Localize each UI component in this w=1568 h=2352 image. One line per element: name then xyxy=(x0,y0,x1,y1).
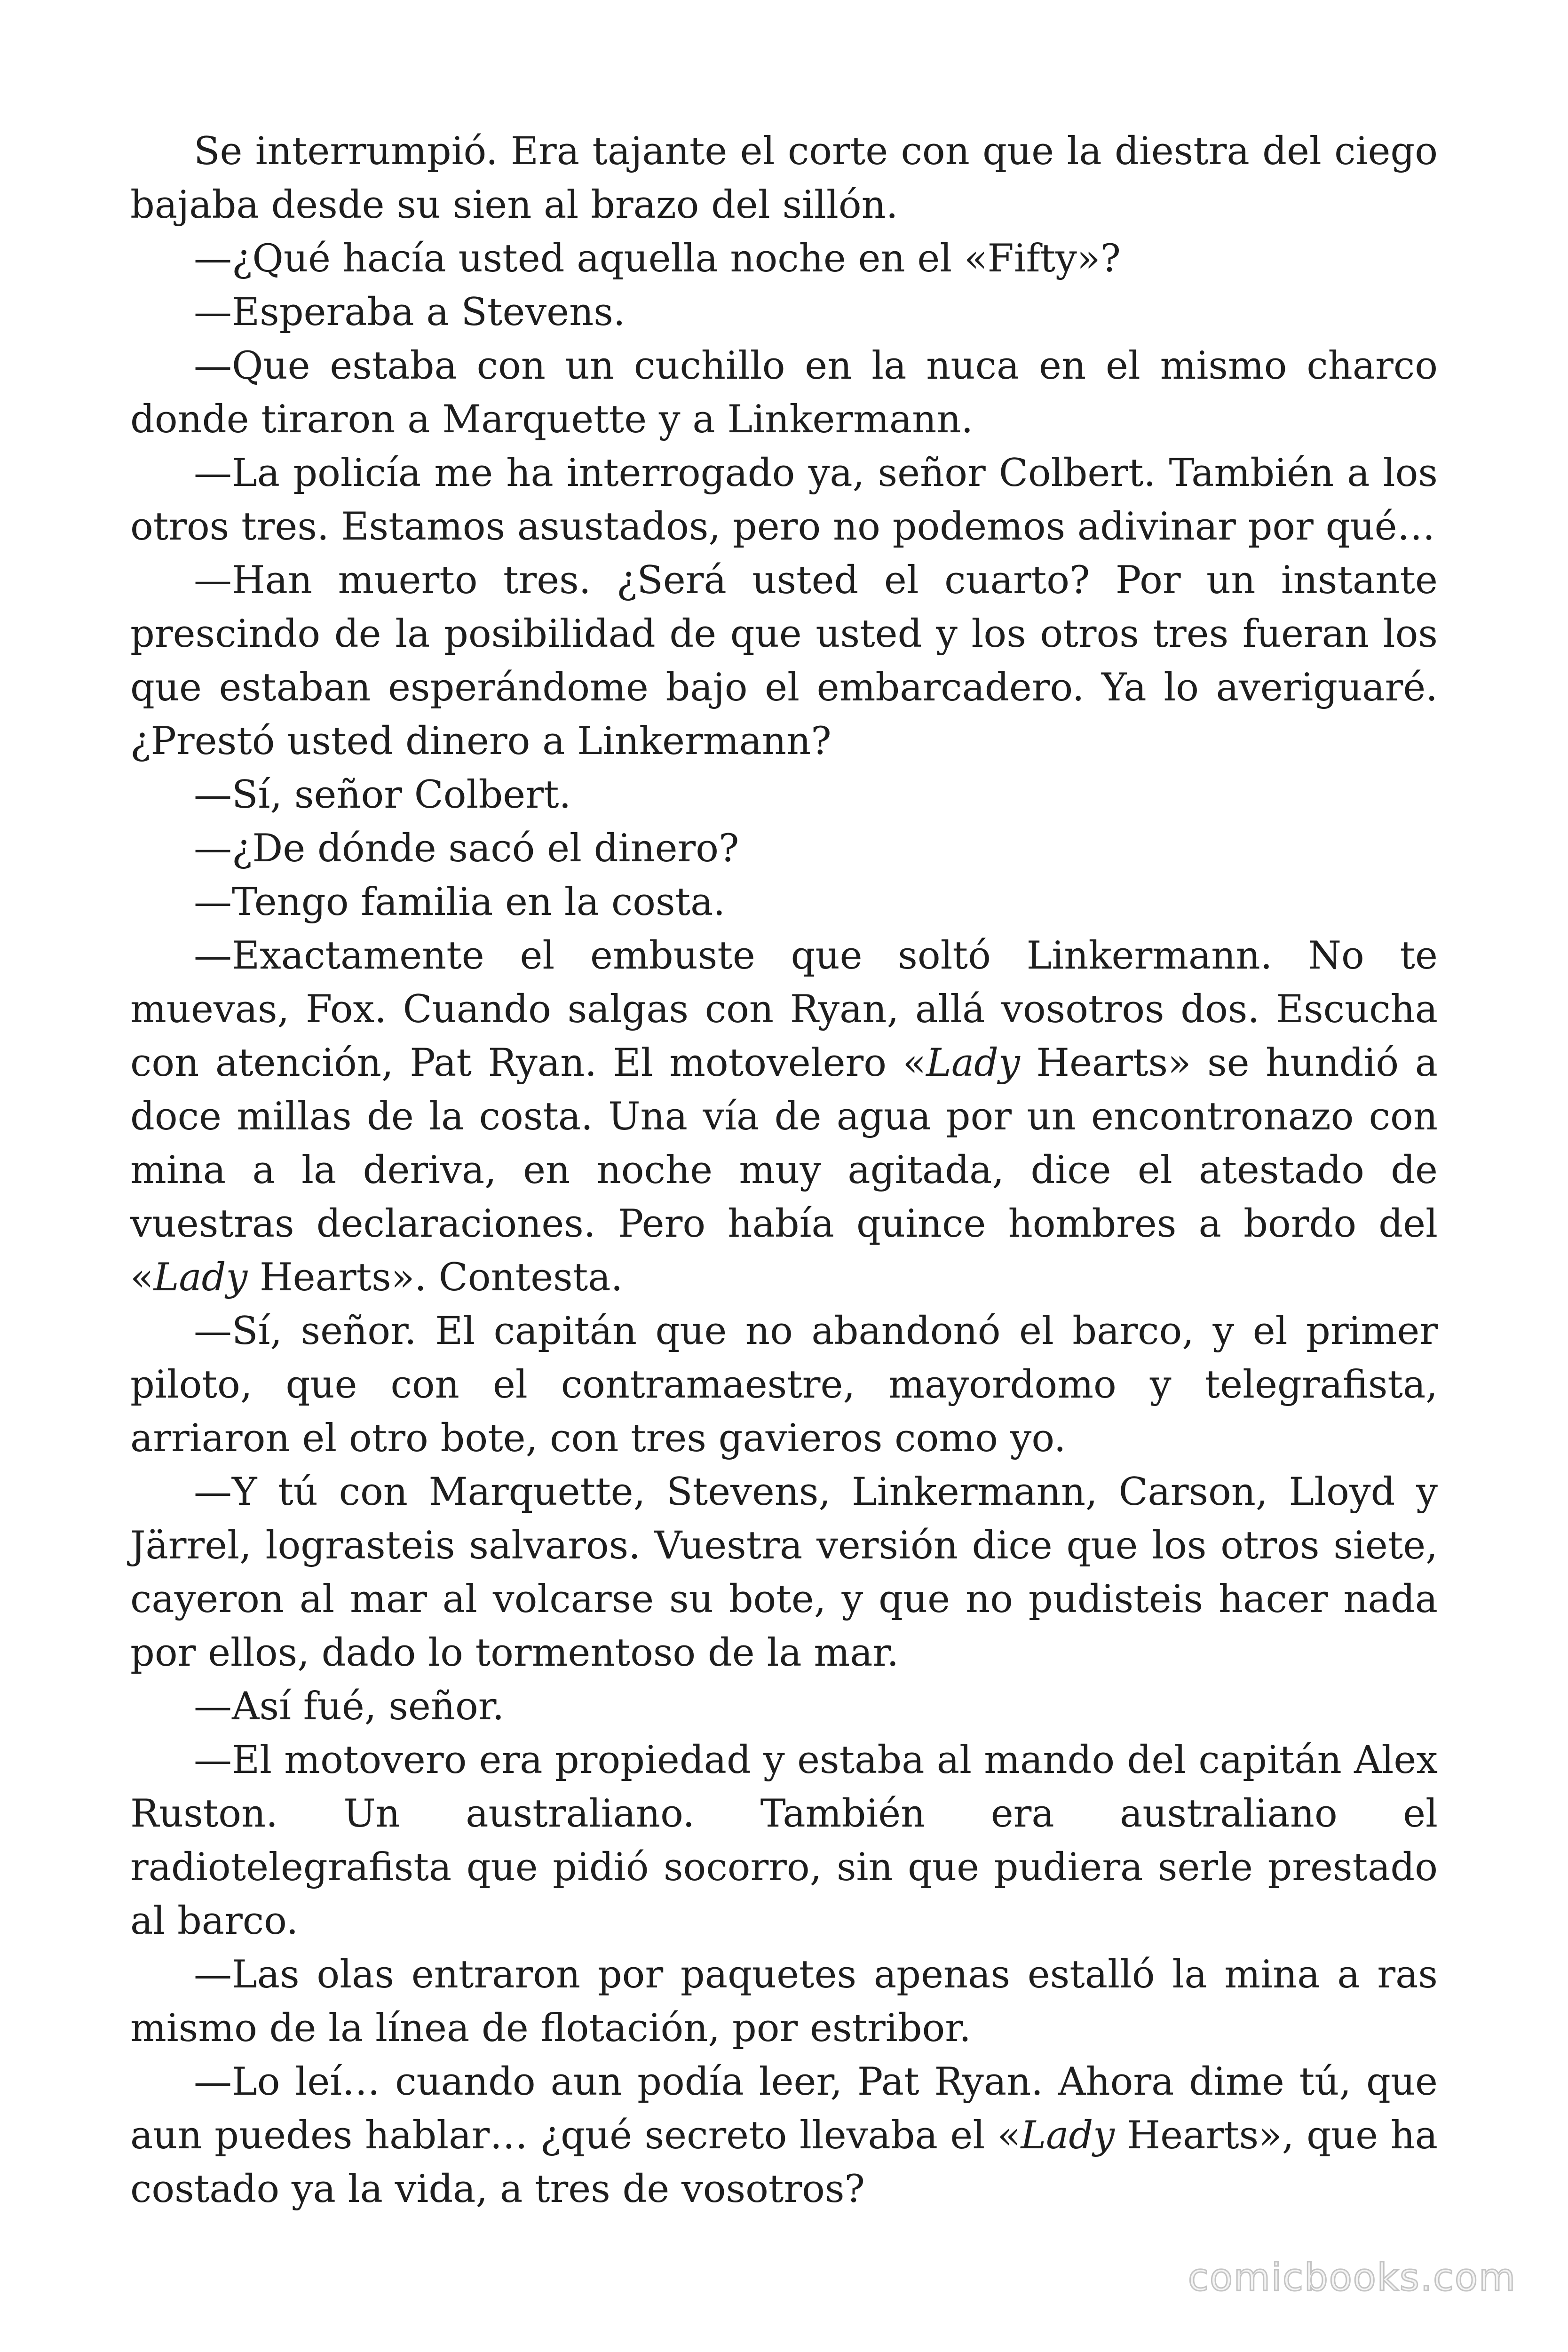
paragraph: —¿Qué hacía usted aquella noche en el «Fifty»? xyxy=(194,237,1121,281)
paragraph: —Han muerto tres. ¿Será usted el cuarto? Por un instante prescindo de la posibilidad de que usted y los otros tres fueran los que estaban esperándome bajo el embarcadero. Ya lo averiguaré. ¿Prestó usted dinero a Linkermann? xyxy=(130,558,1438,763)
paragraph: —Las olas entraron por paquetes apenas estalló la mina a ras mismo de la línea de flotación, por estribor. xyxy=(130,1953,1438,2050)
paragraph: —Así fué, señor. xyxy=(194,1685,505,1729)
italic-emphasis: Lady xyxy=(153,1255,248,1300)
paragraph: —Esperaba a Stevens. xyxy=(194,290,626,334)
paragraph: Se interrumpió. Era tajante el corte con que la diestra del ciego bajaba desde su sien al brazo del sillón. xyxy=(130,129,1438,227)
book-page-text xyxy=(130,125,1438,2216)
paragraph: —La policía me ha interrogado ya, señor Colbert. También a los otros tres. Estamos asustados, pero no podemos adivinar por qué… xyxy=(130,451,1438,549)
paragraph: —Y tú con Marquette, Stevens, Linkermann, Carson, Lloyd y Järrel, lograsteis salvaros. Vuestra versión dice que los otros siete, cayeron al mar al volcarse su bote, y que no pudisteis hacer nada por ellos, dado lo tormentoso de la mar. xyxy=(130,1470,1438,1675)
paragraph: —El motovero era propiedad y estaba al mando del capitán Alex Ruston. Un australiano. También era australiano el radiotelegrafista que pidió socorro, sin que pudiera serle prestado al barco. xyxy=(130,1738,1438,1943)
paragraph: —Sí, señor. El capitán que no abandonó el barco, y el primer piloto, que con el contramaestre, mayordomo y telegrafista, arriaron el otro bote, con tres gavieros como yo. xyxy=(130,1309,1438,1461)
italic-emphasis: Lady xyxy=(926,1041,1020,1085)
italic-emphasis: Lady xyxy=(1021,2114,1115,2158)
paragraph: —Sí, señor Colbert. xyxy=(194,773,571,817)
site-watermark: comicbooks.com xyxy=(1188,2256,1516,2299)
paragraph: —Tengo familia en la costa. xyxy=(194,880,726,924)
paragraph: —Exactamente el embuste que soltó Linkermann. No te muevas, Fox. Cuando salgas con Ryan, allá vosotros dos. Escucha con atención, Pat Ryan. El motovelero «Lady Hearts» se hundió a doce millas de la costa. Una vía de agua por un encontronazo con mina a la deriva, en noche muy agitada, dice el atestado de vuestras declaraciones. Pero había quince hombres a bordo del «Lady Hearts». Contesta. xyxy=(130,934,1438,1300)
paragraph: —¿De dónde sacó el dinero? xyxy=(194,826,739,871)
paragraph: —Que estaba con un cuchillo en la nuca en el mismo charco donde tiraron a Marquette y a Linkermann. xyxy=(130,344,1438,442)
paragraph: —Lo leí… cuando aun podía leer, Pat Ryan. Ahora dime tú, que aun puedes hablar… ¿qué secreto llevaba el «Lady Hearts», que ha costado ya la vida, a tres de vosotros? xyxy=(130,2060,1438,2211)
